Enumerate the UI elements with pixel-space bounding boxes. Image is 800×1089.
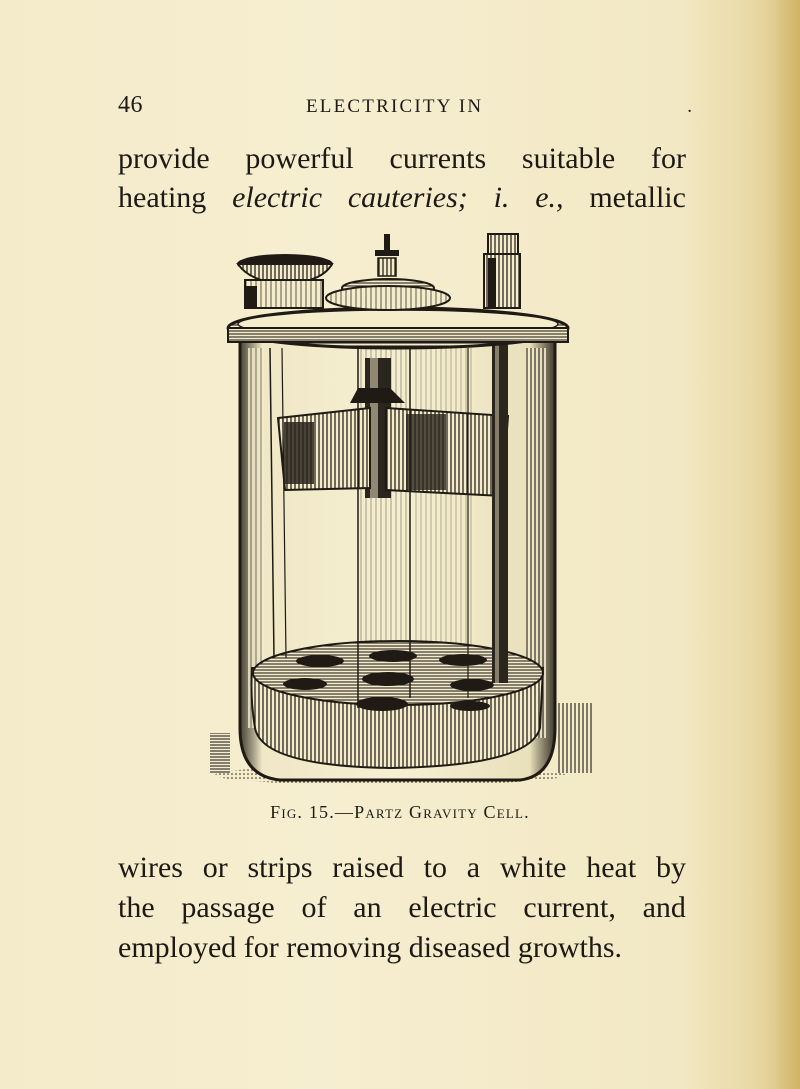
- word: passage: [181, 891, 275, 924]
- word: heating: [118, 181, 207, 214]
- word-italic: cauteries;: [347, 181, 468, 214]
- word: to: [423, 851, 447, 884]
- vessel-band: [300, 716, 500, 746]
- page-header: [118, 92, 690, 122]
- word: for: [651, 142, 686, 175]
- word: and: [642, 891, 686, 924]
- word: white: [499, 851, 567, 884]
- header-mark: .: [687, 96, 692, 117]
- page-edge-shadow: [774, 0, 800, 1089]
- word: or: [202, 851, 228, 884]
- page-number: 46: [118, 92, 143, 118]
- terminal-wire: [492, 338, 508, 683]
- word: currents: [389, 142, 487, 175]
- word: heat: [586, 851, 637, 884]
- word: current,: [523, 891, 616, 924]
- running-title: ELECTRICITY IN: [306, 96, 484, 117]
- text-line-3: [118, 850, 686, 886]
- word: a: [466, 851, 481, 884]
- text-line-1: [118, 141, 686, 177]
- text-line-2: [118, 180, 686, 216]
- word: suitable: [521, 142, 616, 175]
- ground-hatch-left: [210, 733, 230, 773]
- text-line-4: [118, 890, 686, 926]
- right-terminal: [488, 234, 518, 254]
- word: an: [353, 891, 382, 924]
- word: metallic: [589, 181, 686, 214]
- text-line-5: [118, 930, 686, 966]
- zinc-fin-right: [386, 408, 508, 496]
- word: the: [118, 891, 155, 924]
- word-italic: e.,: [535, 181, 564, 214]
- word: strips: [247, 851, 313, 884]
- ground-hatch-right: [558, 703, 592, 773]
- figure-caption: Fig. 15.—Partz Gravity Cell.: [270, 802, 530, 822]
- word-italic: i.: [493, 181, 510, 214]
- word: powerful: [245, 142, 354, 175]
- word: provide: [118, 142, 210, 175]
- word: by: [655, 851, 686, 884]
- gravity-cell-illustration: [210, 228, 600, 793]
- word: electric: [408, 891, 497, 924]
- word: wires: [118, 851, 183, 884]
- text-line: employed for removing diseased growths.: [118, 931, 623, 964]
- glass-shade-mid: [415, 348, 475, 678]
- word-italic: electric: [232, 181, 323, 214]
- word: of: [301, 891, 327, 924]
- word: raised: [332, 851, 404, 884]
